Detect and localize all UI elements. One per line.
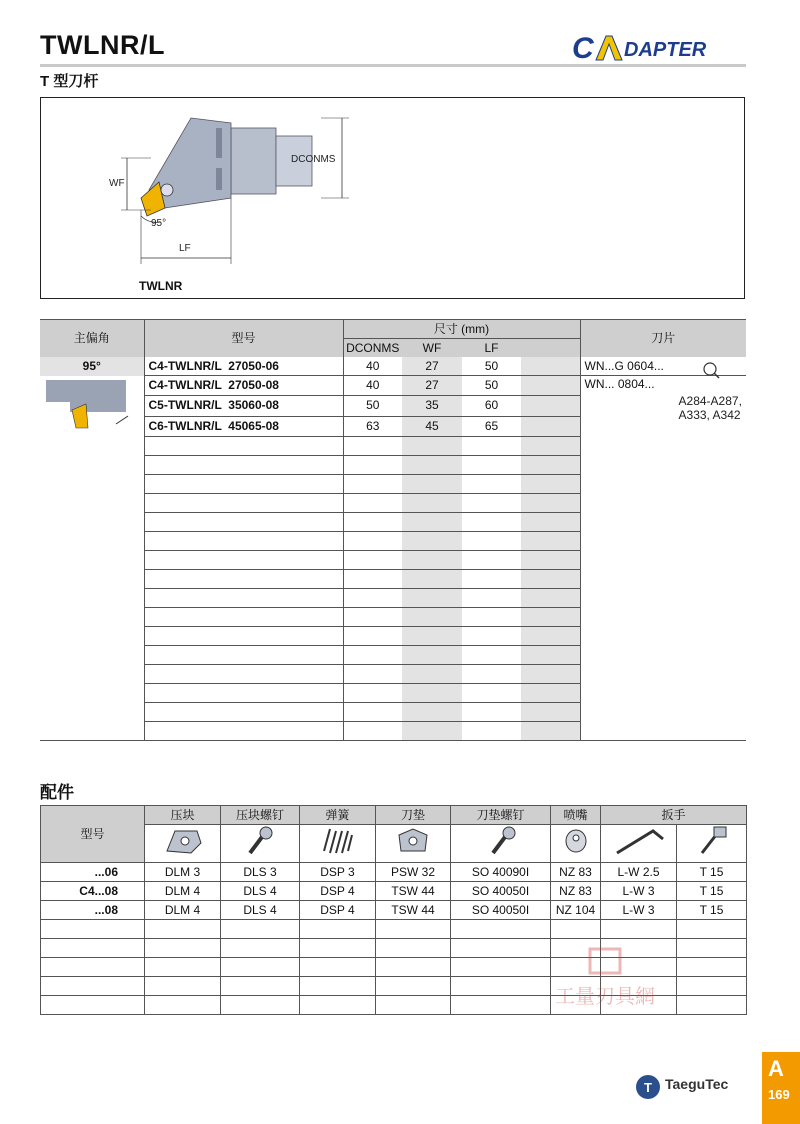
cadapter-logo: [572, 30, 748, 66]
svg-text:DAPTER: DAPTER: [624, 39, 707, 61]
acc-cell-model: ...06: [41, 863, 145, 882]
dim-label-angle: 95°: [151, 218, 167, 229]
acc-table-row: [41, 863, 747, 882]
model-cell: C4-TWLNR/L 27050-06: [144, 357, 343, 376]
lf-cell: 50: [462, 376, 521, 396]
dconms-cell: 63: [343, 416, 402, 436]
acc-cell-wrench1: L-W 2.5: [601, 863, 677, 882]
model-cell: C5-TWLNR/L 35060-08: [144, 396, 343, 416]
acc-cell-shim-screw: SO 40050I: [451, 901, 551, 920]
empty-row: [40, 722, 746, 741]
dim-label-wf: WF: [109, 178, 125, 189]
magnifier-icon: [701, 360, 721, 385]
empty-row: [40, 494, 746, 513]
acc-cell-spring: DSP 4: [300, 901, 376, 920]
header-blank: [521, 339, 580, 358]
header-main-angle: 主偏角: [40, 320, 144, 358]
model-cell: C6-TWLNR/L 45065-08: [144, 416, 343, 436]
acc-cell-wrench2: T 15: [677, 882, 747, 901]
acc-cell-wrench2: T 15: [677, 901, 747, 920]
dconms-cell: 40: [343, 357, 402, 376]
acc-cell-wrench1: L-W 3: [601, 901, 677, 920]
clamp-icon: [145, 825, 221, 863]
svg-text:T: T: [644, 1080, 652, 1095]
spring-icon: [300, 825, 376, 863]
acc-cell-nozzle: NZ 83: [551, 863, 601, 882]
empty-row: [40, 437, 746, 456]
acc-cell-clamp: DLM 4: [145, 901, 221, 920]
acc-cell-clamp: DLM 3: [145, 863, 221, 882]
page-subtitle: T 型刀杆: [40, 73, 99, 90]
acc-header-spring: 弹簧: [300, 806, 376, 825]
header-insert: 刀片: [580, 320, 746, 358]
torx-wrench-icon: [677, 825, 747, 863]
lf-cell: 50: [462, 357, 521, 376]
acc-cell-wrench2: T 15: [677, 863, 747, 882]
header-model: 型号: [144, 320, 343, 358]
acc-cell-model: ...08: [41, 901, 145, 920]
acc-header-shim-screw: 刀垫螺钉: [451, 806, 551, 825]
acc-cell-shim-screw: SO 40090I: [451, 863, 551, 882]
empty-row: [40, 475, 746, 494]
acc-table-row: [41, 882, 747, 901]
wf-cell: 35: [402, 396, 462, 416]
acc-header-wrench: 扳手: [601, 806, 747, 825]
table-row: [40, 357, 746, 376]
empty-rows: [40, 437, 746, 741]
empty-row: [40, 570, 746, 589]
tool-drawing: [41, 98, 746, 300]
acc-cell-nozzle: NZ 83: [551, 882, 601, 901]
dconms-cell: 50: [343, 396, 402, 416]
shim-screw-icon: [451, 825, 551, 863]
tool-thumbnail: [40, 376, 144, 432]
page-number: 169: [768, 1087, 790, 1102]
empty-row: [40, 513, 746, 532]
empty-row: [40, 551, 746, 570]
page-tab: [762, 1052, 800, 1124]
acc-cell-wrench1: L-W 3: [601, 882, 677, 901]
brand-name: TaeguTec: [665, 1076, 729, 1092]
nozzle-icon: [551, 825, 601, 863]
acc-cell-nozzle: NZ 104: [551, 901, 601, 920]
tool-thumbnail-cell: [40, 376, 144, 437]
acc-header-nozzle: 喷嘴: [551, 806, 601, 825]
insert-ref-cell: [580, 376, 746, 437]
section-letter: A: [768, 1056, 784, 1081]
shim-icon: [376, 825, 451, 863]
dim-label-lf: LF: [179, 243, 191, 254]
acc-cell-shim-screw: SO 40050I: [451, 882, 551, 901]
acc-cell-clamp: DLM 4: [145, 882, 221, 901]
table-row: [40, 376, 746, 396]
dim-label-dconms: DCONMS: [291, 154, 336, 165]
acc-header-shim: 刀垫: [376, 806, 451, 825]
empty-row: [40, 703, 746, 722]
acc-cell-shim: PSW 32: [376, 863, 451, 882]
empty-row: [40, 456, 746, 475]
wf-cell: 45: [402, 416, 462, 436]
page-ref: [679, 394, 742, 422]
hex-wrench-icon: [601, 825, 677, 863]
header-wf: WF: [402, 339, 462, 358]
acc-empty-row: [41, 920, 747, 939]
tool-diagram-box: [40, 97, 745, 299]
empty-row: [40, 684, 746, 703]
angle-cell: 95°: [40, 357, 144, 376]
empty-row: [40, 665, 746, 684]
empty-row: [40, 589, 746, 608]
clamp-screw-icon: [221, 825, 300, 863]
acc-cell-shim: TSW 44: [376, 901, 451, 920]
page-title: TWLNR/L: [40, 30, 165, 60]
acc-table-row: [41, 901, 747, 920]
acc-header-clamp-screw: 压块螺钉: [221, 806, 300, 825]
header-lf: LF: [462, 339, 521, 358]
acc-cell-clamp-screw: DLS 4: [221, 882, 300, 901]
page-ref-line-1: A284-A287,: [678, 394, 742, 408]
accessories-title: 配件: [40, 783, 74, 802]
lf-cell: 60: [462, 396, 521, 416]
watermark: [535, 945, 675, 1025]
acc-header-model: 型号: [41, 806, 145, 863]
wf-cell: 27: [402, 357, 462, 376]
acc-cell-clamp-screw: DLS 3: [221, 863, 300, 882]
model-cell: C4-TWLNR/L 27050-08: [144, 376, 343, 396]
header-size: 尺寸 (mm): [343, 320, 580, 339]
page-ref-line-2: A333, A342: [678, 408, 741, 422]
header-dconms: DCONMS: [343, 339, 402, 358]
spec-table: [40, 319, 746, 741]
acc-cell-model: C4...08: [41, 882, 145, 901]
acc-cell-spring: DSP 3: [300, 863, 376, 882]
acc-cell-spring: DSP 4: [300, 882, 376, 901]
svg-text:C: C: [572, 32, 594, 65]
acc-cell-clamp-screw: DLS 4: [221, 901, 300, 920]
insert-cell: WN...G 0604...: [580, 357, 746, 376]
watermark-text: 工量刃具網: [555, 984, 655, 1008]
empty-row: [40, 532, 746, 551]
taegutec-logo-icon: [635, 1074, 661, 1100]
lf-cell: 65: [462, 416, 521, 436]
insert-cell: WN... 0804...: [584, 377, 655, 391]
empty-row: [40, 608, 746, 627]
dconms-cell: 40: [343, 376, 402, 396]
empty-row: [40, 627, 746, 646]
wf-cell: 27: [402, 376, 462, 396]
acc-cell-shim: TSW 44: [376, 882, 451, 901]
diagram-caption: TWLNR: [139, 279, 183, 293]
empty-row: [40, 646, 746, 665]
acc-header-clamp: 压块: [145, 806, 221, 825]
